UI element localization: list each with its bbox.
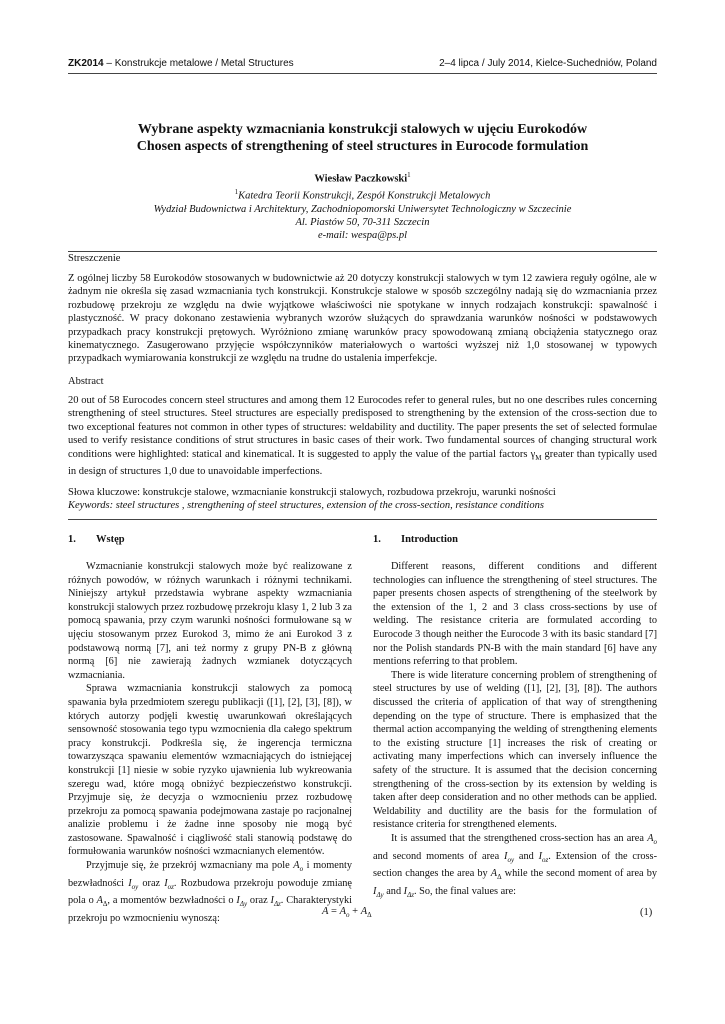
affiliation-line-3: Al. Piastów 50, 70-311 Szczecin bbox=[295, 216, 430, 228]
left-column bbox=[68, 560, 352, 926]
eq-term-1-sub: o bbox=[346, 911, 350, 920]
left-paragraph-2: Sprawa wzmacniania konstrukcji stalowych za pomocą spawania była przedmiotem szeregu publikacji ([1], [2], [3], [8]), w których autorzy podjęli kwestię uwarunkowań określających sensowność stosowania tego typu wzmocnienia dla całego spektrum pracy konstrukcji. Podkreśla się, że ingerencja termiczna towarzysząca spawaniu elementów wzmacniających do istniejącej konstrukcji [1] niesie w sobie ryzyko ujawnienia lub wykreowania szeregu wad, które mogą obniżyć bezpieczeństwo konstrukcji. Przyjmuje się, że decyzja o wzmocnieniu przez rozbudowę przekroju za pomocą spawania podejmowana zastaje po racjonalnej analizie problemu i że żadne inne sposoby nie mogą być zastosowane. Spawalność i ciągliwość stali stanowią podstawę do formułowania warunków nośności wzmacnianych elementów. bbox=[68, 683, 352, 858]
abstract-heading: Abstract bbox=[68, 376, 104, 387]
symbol-I: I bbox=[504, 850, 508, 862]
title-en: Chosen aspects of strengthening of steel structures in Eurocode formulation bbox=[136, 139, 589, 154]
streszczenie-heading: Streszczenie bbox=[68, 253, 121, 264]
right-paragraph-1: Different reasons, different conditions and different technologies can influence the strengthening of steel structures. The paper presents chosen aspects of strengthening of the steelwork by the extension of the 1, 2 and 3 class cross-sections by use of welding. The resistance criteria are formulated according to Eurocode 3 though neither the Eurocode 3 with its basic standard [7] nor the Polish standards PN-B with the main standard [6] have any mentions referring to that problem. bbox=[373, 561, 657, 668]
body-rule bbox=[68, 519, 657, 520]
subscript: oz bbox=[167, 882, 174, 891]
subscript: Δy bbox=[239, 900, 248, 909]
symbol-A: A bbox=[96, 895, 103, 907]
subscript: Δz bbox=[407, 890, 414, 899]
text-run: while the second moment of area by bbox=[501, 868, 657, 880]
symbol-I: I bbox=[270, 895, 274, 907]
header-right: 2–4 lipca / July 2014, Kielce-Suchedniów, Poland bbox=[439, 58, 657, 69]
subscript: oy bbox=[507, 855, 515, 864]
text-run: and second moments of area bbox=[373, 850, 505, 862]
text-run: . Rozbudowa przekroju powoduje zmianę pola o bbox=[68, 877, 352, 907]
affiliation bbox=[68, 186, 657, 242]
eq-term-1: A bbox=[339, 906, 347, 917]
section-number: 1. bbox=[373, 534, 381, 545]
conference-name: – Konstrukcje metalowe / Metal Structures bbox=[103, 58, 294, 69]
text-run: It is assumed that the strengthened cross-section has an area bbox=[391, 832, 648, 844]
affiliation-sup: 1 bbox=[234, 188, 239, 196]
symbol-A: A bbox=[293, 860, 300, 872]
abstract-body-end: greater than typically used in design of structures 1,0 due to unavoidable imperfections. bbox=[68, 448, 657, 478]
symbol-I: I bbox=[373, 885, 377, 897]
text-run: , a momentów bezwładności o bbox=[107, 895, 237, 907]
text-run: . So, the final values are: bbox=[413, 885, 517, 897]
right-paragraph-3 bbox=[373, 832, 657, 903]
abstract-text bbox=[68, 394, 657, 479]
conference-code: ZK2014 bbox=[68, 58, 104, 69]
subscript: Δz bbox=[273, 900, 281, 909]
title-pl: Wybrane aspekty wzmacniania konstrukcji stalowych w ujęciu Eurokodów bbox=[137, 122, 588, 137]
equation-number: (1) bbox=[640, 907, 653, 918]
symbol-I: I bbox=[164, 877, 168, 889]
text-run: oraz bbox=[247, 895, 271, 907]
affiliation-dept: Katedra Teorii Konstrukcji, Zespół Konstrukcji Metalowych bbox=[238, 190, 491, 202]
eq-term-2: A bbox=[360, 906, 368, 917]
left-paragraph-1: Wzmacnianie konstrukcji stalowych może być realizowane z różnych powodów, w różnych warunkach i różnymi technikami. Niniejszy artykuł przedstawia wybrane aspekty wzmacniania konstrukcji stalowych przez rozbudowę przekroju klasy 1, 2 lub 3 za pomocą spawania, przy czym warunki nośności formułowane są w ujęciu stosowanym przez Eurokod 3, mimo że ani Eurokod 3 z podstawową normą [7], ani też normy z grupy PN-B z główną normą [6] nie zawierają żadnych wzmianek dotyczących wzmacniania. bbox=[68, 561, 352, 681]
symbol-I: I bbox=[538, 850, 542, 862]
page-header bbox=[68, 58, 657, 69]
header-rule bbox=[68, 73, 657, 74]
section-heading-introduction bbox=[373, 534, 458, 545]
subscript: Δ bbox=[497, 873, 502, 882]
symbol-A: A bbox=[647, 832, 654, 844]
text-run: i momenty bezwładności bbox=[68, 860, 352, 889]
keywords-en: Keywords: steel structures , strengthening of steel structures, extension of the cross-section, resistance conditions bbox=[68, 500, 544, 511]
text-run: . Extension of the cross-section changes the area by bbox=[373, 850, 657, 880]
left-paragraph-3 bbox=[68, 859, 352, 926]
subscript: o bbox=[299, 865, 304, 874]
text-run: oraz bbox=[138, 877, 165, 889]
section-title: Introduction bbox=[401, 534, 458, 545]
eq-plus: + bbox=[349, 906, 361, 917]
text-run: . Charakterystyki przekroju po wzmocnieniu wynoszą: bbox=[68, 895, 353, 924]
subscript: oz bbox=[542, 855, 549, 864]
abstract-body: 20 out of 58 Eurocodes concern steel structures and among them 12 Eurocodes refer to general rules, but no one describes rules concerning strengthening of steel structures. Steel structures are especially predisposed to strengthening by the extension of the cross-section due to two exceptional features not common in other types of structures: weldability and ductility. The paper presents the set of selected formulae used to verify resistance conditions of strut structures in basic cases of their work. Two fundamental sources of changing structural work conditions were highlighted: statical and kinematical. It is suggested to apply the value of the partial factors γ bbox=[68, 395, 657, 460]
keywords-pl: Słowa kluczowe: konstrukcje stalowe, wzmacnianie konstrukcji stalowych, rozbudowa przekroju, warunki nośności bbox=[68, 487, 556, 498]
author-sup: 1 bbox=[407, 171, 411, 179]
affiliation-line-1 bbox=[68, 186, 657, 203]
symbol-I: I bbox=[236, 895, 240, 907]
text-run: and bbox=[383, 885, 404, 897]
eq-lhs: A bbox=[322, 906, 329, 917]
header-left bbox=[68, 58, 294, 69]
subscript: Δy bbox=[376, 890, 384, 899]
paper-title bbox=[68, 121, 657, 155]
affiliation-email: e-mail: wespa@ps.pl bbox=[318, 229, 407, 241]
symbol-A: A bbox=[490, 868, 498, 880]
text-run: Przyjmuje się, że przekrój wzmacniany ma pole bbox=[86, 860, 294, 872]
subscript: oy bbox=[131, 882, 139, 891]
eq-equals: = bbox=[328, 906, 340, 917]
section-number: 1. bbox=[68, 534, 76, 545]
right-column bbox=[373, 560, 657, 902]
symbol-I: I bbox=[403, 885, 408, 897]
affiliation-line-2: Wydział Budownictwa i Architektury, Zachodniopomorski Uniwersytet Technologiczny w Szczecinie bbox=[153, 203, 572, 215]
author bbox=[68, 171, 657, 185]
section-heading-wstep bbox=[68, 534, 125, 545]
subscript: Δ bbox=[102, 900, 108, 909]
section-title: Wstęp bbox=[96, 534, 125, 545]
subscript: o bbox=[653, 837, 657, 846]
right-paragraph-2: There is wide literature concerning problem of strengthening of steel structures by use of welding ([1], [2], [3], [8]). The authors discussed the criteria of application of that way of strengthening depending on the type of structure. There is emphasized that the thermal action accompanying the welding of strengthening elements to the existing structure [1] increases the risk of creating or activating many imperfections which can inversely influence the safety of the structure. It is assumed that the decision concerning strengthening of the cross-section by its extension by welding is taken after deep consideration and no other methods can be applied. Weldability and ductility are the basis for the formulation of resistance criteria for strengthened elements. bbox=[373, 669, 657, 831]
symbol-I: I bbox=[128, 877, 132, 889]
author-name: Wiesław Paczkowski bbox=[314, 173, 408, 185]
eq-term-2-sub: Δ bbox=[367, 911, 372, 920]
abstract-rule bbox=[68, 251, 657, 252]
streszczenie-text: Z ogólnej liczby 58 Eurokodów stosowanych w budownictwie aż 20 dotyczy konstrukcji stalowych w tym 12 zawiera reguły ogólne, ale w żadnym nie określa się zasad wzmacniania tych konstrukcji. Konstrukcje stalowe w sposób szczególny nadają się do wzmacniania przez rozbudowę przekroju ze względu na dwie wyjątkowe właściwości nie spotykane w innych rodzajach konstrukcji: spawalność i plastyczność. W pracy dokonano zestawienia wybranych wzorów służących do sprawdzania warunków nośności w podstawowych przypadkach pracy konstrukcji prętowych. Wyróżniono zmianę warunków pracy spowodowaną zmianą obciążenia statycznego oraz kinematycznego. Zasugerowano przyjęcie współczynników materiałowych o wartości wyższej niż 1,0 stosowanej w typowych przypadkach wymiarowania konstrukcji ze względu na trudne do ustalenia imperfekcje. bbox=[68, 273, 657, 365]
equation-1 bbox=[322, 906, 372, 919]
gamma-subscript: M bbox=[535, 453, 542, 462]
text-run: and bbox=[514, 850, 539, 862]
